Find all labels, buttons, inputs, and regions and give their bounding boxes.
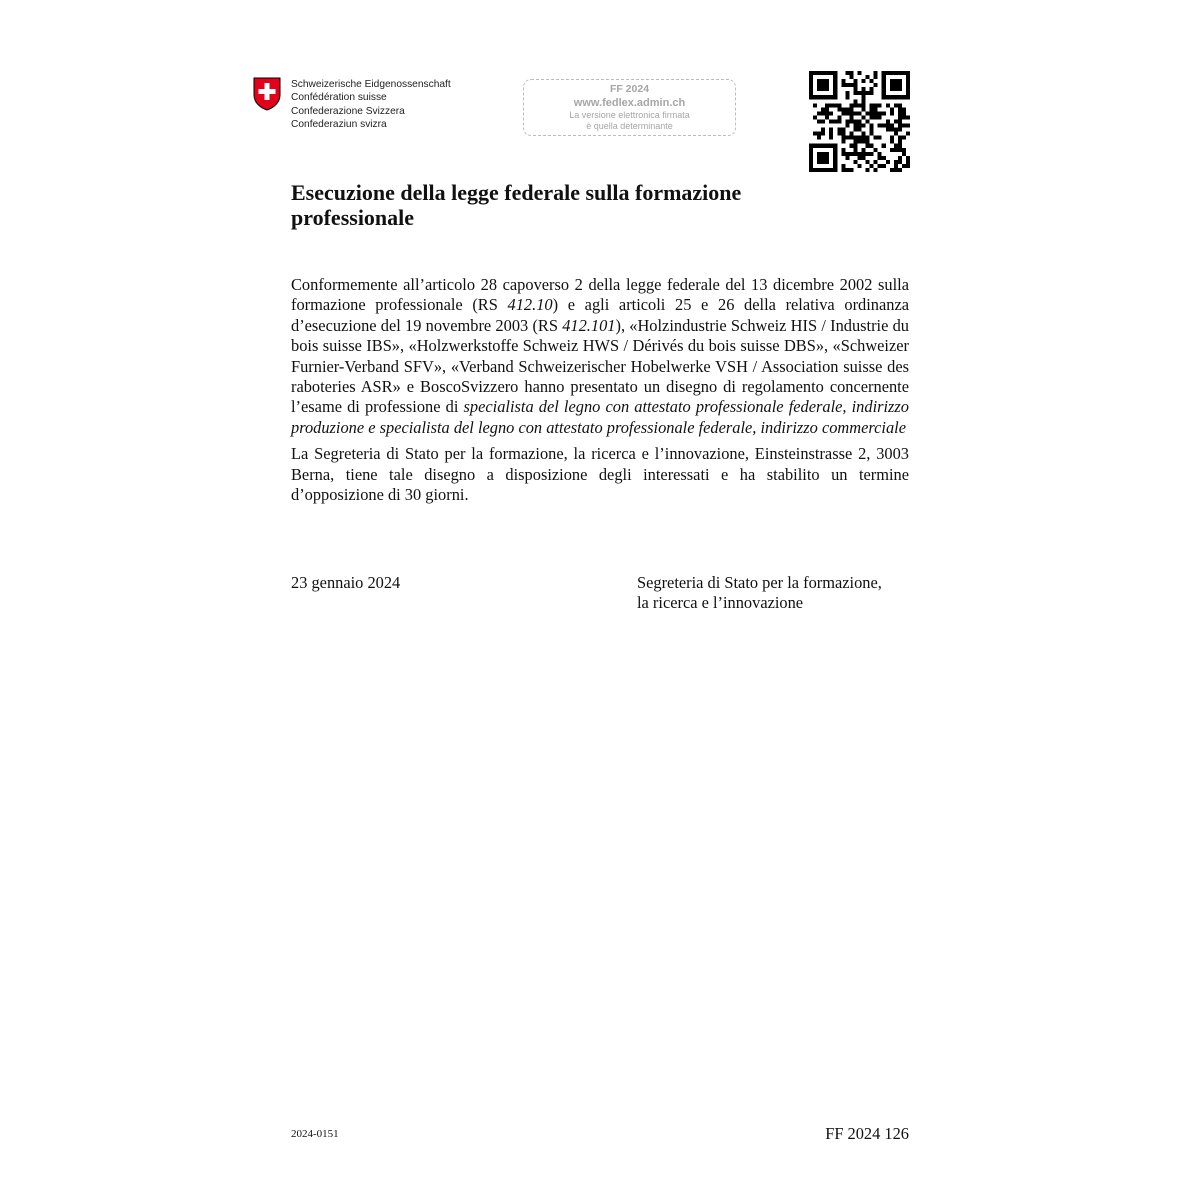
signer-block	[637, 573, 882, 614]
sr-reference-2: 412.101	[562, 315, 616, 335]
agency-name-block	[291, 78, 451, 132]
stamp-note-2: è quella determinante	[586, 121, 673, 131]
document-number: 2024-0151	[291, 1128, 339, 1140]
paragraph-1-part-1: Conformemente all’articolo 28 capoverso 2 della legge federale del 13 dicembre 2002 sulla formazione professionale (RS	[291, 275, 909, 315]
paragraph-1-part-2: ) e agli articoli 25 e 26 della relativa ordinanza d’esecuzione del 19 novembre 2003 (RS	[291, 295, 909, 335]
document-body	[291, 275, 909, 511]
stamp-note-1: La versione elettronica firmata	[569, 110, 690, 120]
paragraph-1-part-3: ), «Holzindustrie Schweiz HIS / Industrie du bois suisse IBS», «Holzwerkstoffe Schweiz HWS / Dérivés du bois suisse DBS», «Schweizer Furnier-Verband SFV», «Verband Schweizerischer Hobelwerke VSH / Association suisse des raboteries ASR» e BoscoSvizzero hanno presentato un disegno di regolamento concernente l’esame di professione di	[291, 315, 910, 417]
paragraph-1	[291, 275, 909, 438]
swiss-cross-icon	[253, 77, 281, 111]
agency-name-it: Confederazione Svizzera	[291, 105, 405, 117]
signature-stamp	[523, 79, 736, 136]
stamp-url: www.fedlex.admin.ch	[573, 97, 686, 109]
document-date: 23 gennaio 2024	[291, 573, 401, 592]
agency-name-fr: Confédération suisse	[291, 92, 387, 104]
exam-title: specialista del legno con attestato professionale federale, indirizzo produzione e specialista del legno con attestato professionale federale, indirizzo commerciale	[291, 397, 910, 437]
stamp-publication: FF 2024	[609, 83, 650, 95]
agency-name-rm: Confederaziun svizra	[291, 119, 387, 131]
document-title: Esecuzione della legge federale sulla formazione professionale	[291, 180, 742, 230]
signer-line-1: Segreteria di Stato per la formazione,	[637, 573, 882, 592]
qr-code-icon	[809, 71, 910, 172]
agency-name-de: Schweizerische Eidgenossenschaft	[291, 79, 451, 90]
page-reference: FF 2024 126	[825, 1124, 909, 1143]
sr-reference-1: 412.10	[507, 295, 553, 315]
signer-line-2: la ricerca e l’innovazione	[637, 593, 804, 613]
paragraph-2: La Segreteria di Stato per la formazione, la ricerca e l’innovazione, Einsteinstrasse 2, 3003 Berna, tiene tale disegno a disposizione degli interessati e ha stabilito un termine d’opposizione di 30 giorni.	[291, 444, 909, 505]
